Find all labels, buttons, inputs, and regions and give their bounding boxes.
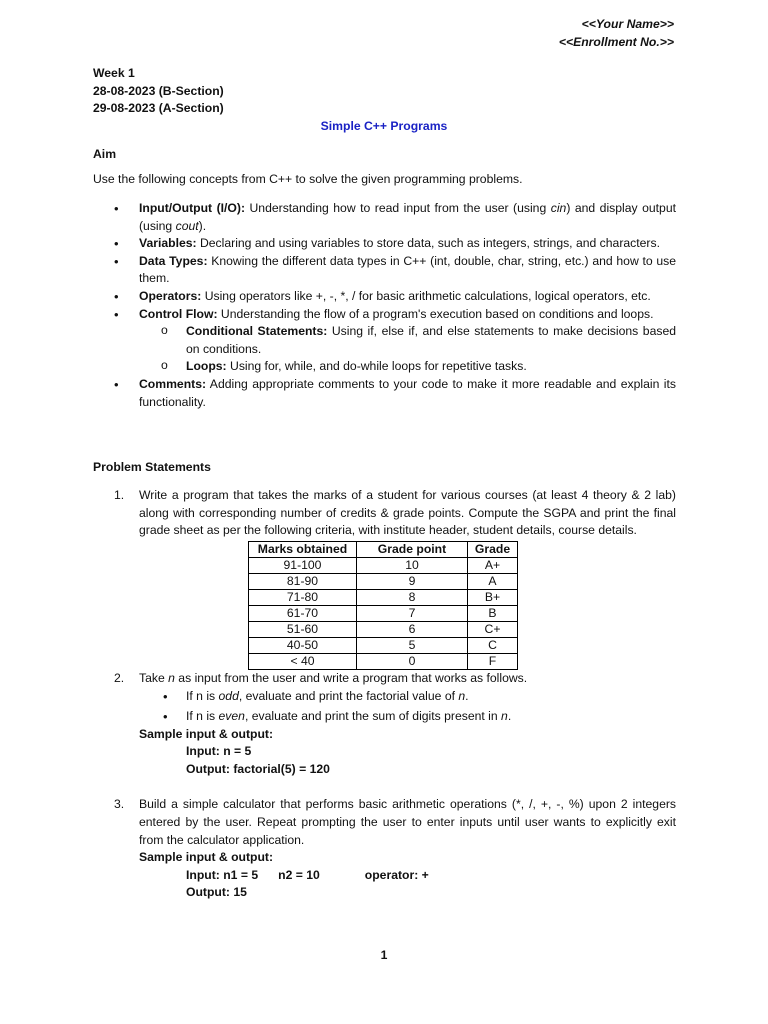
aim-intro: Use the following concepts from C++ to solve the given programming problems. — [93, 172, 523, 186]
concepts-list — [93, 200, 676, 411]
problem-statements-heading: Problem Statements — [93, 460, 211, 474]
sub-list-item: o Conditional Statements: Using if, else if, and else statements to make decisions based on conditions. — [161, 323, 676, 356]
problem-text: Write a program that takes the marks of a student for various courses (at least 4 theory & 2 lab) along with corresponding number of credits & grade points. Compute the SGPA and print the final grade sheet as per the following criteria, with institute header, student details, course details. — [139, 488, 676, 538]
table-row: 61-70 7 B — [249, 605, 518, 621]
table-row: 91-100 10 A+ — [249, 557, 518, 573]
bullet-icon: • — [114, 376, 119, 392]
date-b-section: 28-08-2023 (B-Section) — [93, 83, 224, 98]
sample-output: Output: 15 — [186, 885, 247, 900]
aim-heading: Aim — [93, 147, 117, 161]
bullet-icon: • — [114, 253, 119, 269]
problem-3 — [93, 796, 676, 849]
list-item: • Control Flow: Understanding the flow of a program's execution based on conditions and loops. — [114, 306, 654, 322]
sub-list-item: o Loops: Using for, while, and do-while loops for repetitive tasks. — [161, 358, 527, 374]
circle-bullet-icon: o — [161, 323, 168, 338]
table-row: 81-90 9 A — [249, 573, 518, 589]
list-item: • Comments: Adding appropriate comments to your code to make it more readable and explain its functionality. — [114, 376, 676, 409]
page-title: Simple C++ Programs — [320, 119, 448, 133]
problem-2: 2. Take n as input from the user and write a program that works as follows. — [93, 670, 676, 688]
sample-input: Input: n1 = 5 n2 = 10 operator: + — [186, 867, 429, 882]
list-item: • Operators: Using operators like +, -, *, / for basic arithmetic calculations, logical operators, etc. — [114, 288, 651, 304]
sample-input: Input: n = 5 — [186, 744, 252, 759]
list-item: • Input/Output (I/O): Understanding how to read input from the user (using cin) and display output (using cout). — [114, 201, 676, 233]
week-info — [93, 65, 224, 118]
page-number: 1 — [380, 948, 388, 962]
list-item: • Data Types: Knowing the different data types in C++ (int, double, char, string, etc.) and how to use them. — [114, 253, 676, 286]
problem-text: Build a simple calculator that performs basic arithmetic operations (*, /, +, -, %) upon 2 integers entered by the user. Repeat prompting the user to enter inputs until user wants to explicitly exit from the calculator application. — [139, 797, 676, 847]
table-row: < 40 0 F — [249, 653, 518, 669]
problem-number: 2. — [114, 670, 125, 685]
table-row: 40-50 5 C — [249, 637, 518, 653]
your-name-placeholder: <<Your Name>> — [581, 17, 674, 31]
table-row: 51-60 6 C+ — [249, 621, 518, 637]
header-block — [559, 16, 674, 51]
sample-label: Sample input & output: — [139, 726, 274, 741]
bullet-icon: • — [114, 288, 119, 304]
column-header: Grade — [468, 541, 518, 557]
grade-table — [248, 541, 518, 670]
bullet-icon: • — [114, 306, 119, 322]
column-header: Grade point — [357, 541, 468, 557]
table-header-row — [249, 541, 518, 557]
circle-bullet-icon: o — [161, 358, 168, 373]
sample-output: Output: factorial(5) = 120 — [186, 761, 330, 776]
table-row: 71-80 8 B+ — [249, 589, 518, 605]
sample-label: Sample input & output: — [139, 850, 274, 865]
problem-number: 1. — [114, 488, 125, 502]
date-a-section: 29-08-2023 (A-Section) — [93, 101, 224, 115]
problems-list — [93, 487, 676, 902]
list-item: • Variables: Declaring and using variables to store data, such as integers, strings, and characters. — [114, 236, 660, 252]
problem-1 — [93, 487, 676, 540]
list-item: • If n is even, evaluate and print the sum of digits present in n. — [163, 708, 512, 724]
week-label: Week 1 — [93, 66, 135, 80]
bullet-icon: • — [163, 708, 168, 724]
column-header: Marks obtained — [249, 541, 357, 557]
bullet-icon: • — [114, 236, 119, 252]
enrollment-placeholder: <<Enrollment No.>> — [558, 34, 674, 49]
bullet-icon: • — [163, 689, 168, 705]
problem-number: 3. — [114, 797, 125, 812]
bullet-icon: • — [114, 201, 119, 216]
list-item: • If n is odd, evaluate and print the factorial value of n. — [163, 689, 469, 705]
